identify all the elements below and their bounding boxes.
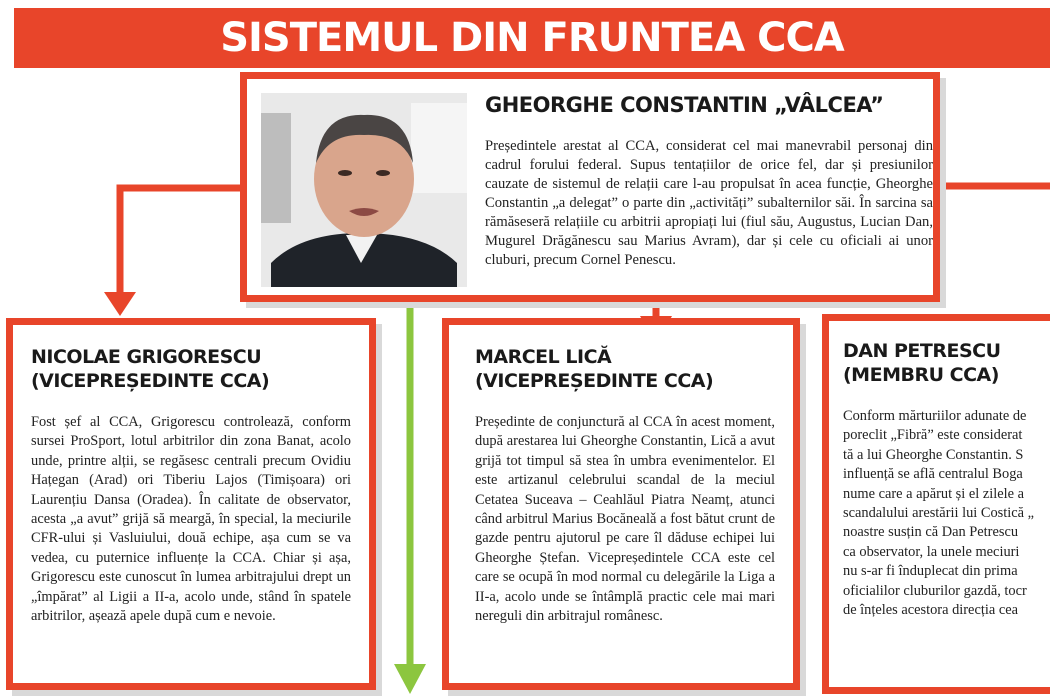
card-name: NICOLAE GRIGORESCU	[31, 346, 262, 368]
card-heading	[31, 345, 361, 393]
card-role: (VICEPREȘEDINTE CCA)	[31, 370, 270, 392]
text-line: tă a lui Gheorghe Constantin. S	[843, 446, 1024, 463]
card-name: DAN PETRESCU	[843, 340, 1001, 362]
text-line: nume care a apărut și el zilele a	[843, 485, 1024, 502]
main-person-card	[240, 72, 940, 302]
card-marcel-lica	[442, 318, 800, 690]
card-nicolae-grigorescu	[6, 318, 376, 690]
text-line: oficialilor cluburilor gazdă, tocr	[843, 582, 1027, 599]
card-description: Fost șef al CCA, Grigorescu controlează, conform sursei ProSport, lotul arbitrilor din zona Banat, acolo unde, printre alții, se regăsesc centrali precum Ovidiu Hațegan (Arad) ori Tiberiu Lajos (Timișoara) ori Laurențiu Dansa (Oradea). În calitate de observator, acesta „a avut” grijă să meargă, în special, la meciurile CFR-ului și Vasluiului, două echipe, așa cum se va vedea, cu puternice influențe la CCA. Chiar și așa, Grigorescu este cunoscut în lumea arbitrajului drept un „împărat” al Ligii a II-a, acolo unde, stând în spatele arbitrilor, așează apele după cum e nevoie.	[31, 414, 351, 625]
card-heading	[475, 345, 785, 393]
card-description: Președinte de conjunctură al CCA în acest moment, după arestarea lui Gheorghe Constantin, Lică a avut grijă tot timpul să stea în umbra evenimentelor. El este artizanul celebrului scandal de la meciul Cetatea Suceava – Ceahlăul Piatra Neamț, atunci când arbitrul Marius Bocănealǎ a fost bătut crunt de gazde pentru ajutorul pe care îl dăduse echipei lui Gheorghe Ștefan. Vicepreședintele CCA este cel care se ocupă în mod normal cu delegările la Liga a II-a, acolo unde se întâmplă practic cele mai mari nereguli din arbitrajul românesc.	[475, 414, 775, 625]
portrait-photo	[261, 93, 467, 287]
text-line: ca observator, la unele meciuri	[843, 543, 1020, 560]
left-connector-line	[120, 188, 244, 300]
text-line: poreclit „Fibră” este considerat	[843, 427, 1023, 444]
main-person-description: Președintele arestat al CCA, considerat cel mai manevrabil personaj din cadrul forului federal. Supus tentațiilor de orice fel, dar și presiunilor cauzate de sistemul de relații care l-au propulsat în acea funcție, Gheorghe Constantin „a delegat” o parte din „activități” subalternilor săi. În sarcina sa rămăseseră relațiile cu arbitrii apropiați lui (fiul său, Augustus, Lucian Dan, Mugurel Drăgănescu sau Marius Avram), dar și cele cu oficiali ai unor cluburi, precum Cornel Penescu.	[485, 138, 933, 268]
card-name: MARCEL LICĂ	[475, 346, 612, 368]
page-title: SISTEMUL DIN FRUNTEA CCA	[220, 15, 844, 61]
card-dan-petrescu	[822, 314, 1050, 694]
card-description	[843, 407, 1050, 620]
green-arrow-head	[394, 664, 426, 694]
left-arrow-head	[104, 292, 136, 316]
text-line: de înțeles acestora direcția cea	[843, 602, 1018, 619]
text-line: noastre susțin că Dan Petrescu	[843, 524, 1019, 541]
text-line: Conform mărturiilor adunate de	[843, 408, 1027, 424]
text-line: influență se află centralul Boga	[843, 466, 1023, 483]
card-heading	[843, 339, 1050, 387]
text-line: nu s-ar fi înduplecat din prima	[843, 563, 1018, 580]
main-person-name: GHEORGHE CONSTANTIN „VÂLCEA”	[485, 93, 884, 117]
card-role: (MEMBRU CCA)	[843, 364, 999, 386]
text-line: scandalului arestării lui Costică „	[843, 505, 1035, 522]
card-role: (VICEPREȘEDINTE CCA)	[475, 370, 714, 392]
